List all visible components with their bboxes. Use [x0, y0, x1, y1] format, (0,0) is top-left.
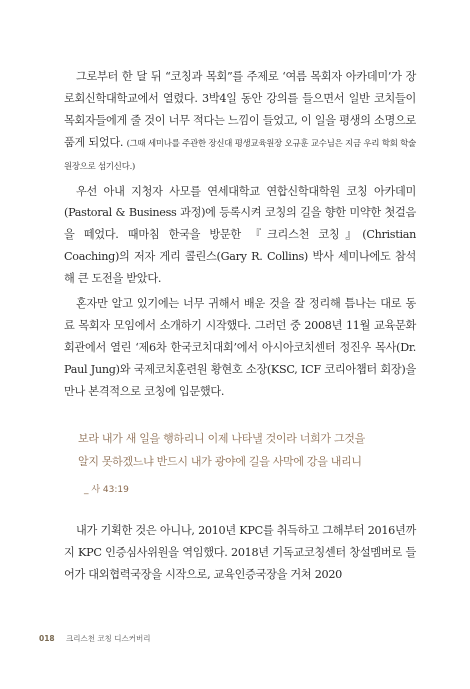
page-number: 018: [39, 634, 55, 643]
paragraph-3-main: 혼자만 알고 있기에는 너무 귀해서 배운 것을 잘 정리해 틈나는 대로 동료 목회자 모임에서 소개하기 시작했다. 그러던 중 2008년 11월 교육문화회관에서 열린 ‘제6차 한국코치대회’에서 아시아코치센터 정진우 목사(Dr. Paul Jung)와 국제코치훈련원 황현호 소장(KSC, ICF 코리아챕터 회장)을 만나 본격적으로 코칭에 입문했다.: [64, 297, 416, 398]
paragraph-3: [64, 293, 416, 403]
quote-reference: _ 사 43:19: [84, 485, 129, 495]
paragraph-1-note: (그때 세미나를 주관한 장신대 평생교육원장 오규훈 교수님은 지금 우리 학회 학술원장으로 섬기신다.): [64, 137, 416, 171]
running-title: 크리스천 코칭 디스커버리: [66, 634, 151, 643]
closing-paragraph: 내가 기획한 것은 아니나, 2010년 KPC를 취득하고 그해부터 2016년까지 KPC 인증심사위원을 역임했다. 2018년 기독교코칭센터 창설멤버로 들어가 대외협력국장을 시작으로, 교육인증국장을 거쳐 2020: [64, 524, 416, 581]
paragraph-1: [64, 66, 416, 178]
body-text: [64, 66, 416, 403]
quote-line-1: 보라 내가 새 일을 행하리니 이제 나타낼 것이라 너희가 그것을: [78, 432, 365, 445]
scripture-quote: [78, 427, 408, 473]
paragraph-2: [64, 181, 416, 291]
paragraph-2-main: 우선 아내 지청자 사모를 연세대학교 연합신학대학원 코칭 아카데미(Pastoral & Business 과정)에 등록시켜 코칭의 길을 향한 미약한 첫걸음을 떼었다. 때마침 한국을 방문한 『크리스천 코칭』(Christian Coaching)의 저자 게리 콜린스(Gary R. Collins) 박사 세미나에도 참석해 큰 도전을 받았다.: [64, 184, 416, 286]
closing-text: [64, 520, 416, 586]
paragraph-1-main: 그로부터 한 달 뒤 “코칭과 목회”를 주제로 ‘여름 목회자 아카데미’가 장로회신학대학교에서 열렸다. 3박4일 동안 강의를 들으면서 일반 코치들이 목회자들에게 줄 것이 너무 적다는 느낌이 들었고, 이 일을 평생의 소명으로 품게 되었다.: [64, 70, 416, 149]
page-footer: [39, 633, 151, 644]
quote-line-2: 알지 못하겠느냐 반드시 내가 광야에 길을 사막에 강을 내리니: [78, 455, 362, 468]
